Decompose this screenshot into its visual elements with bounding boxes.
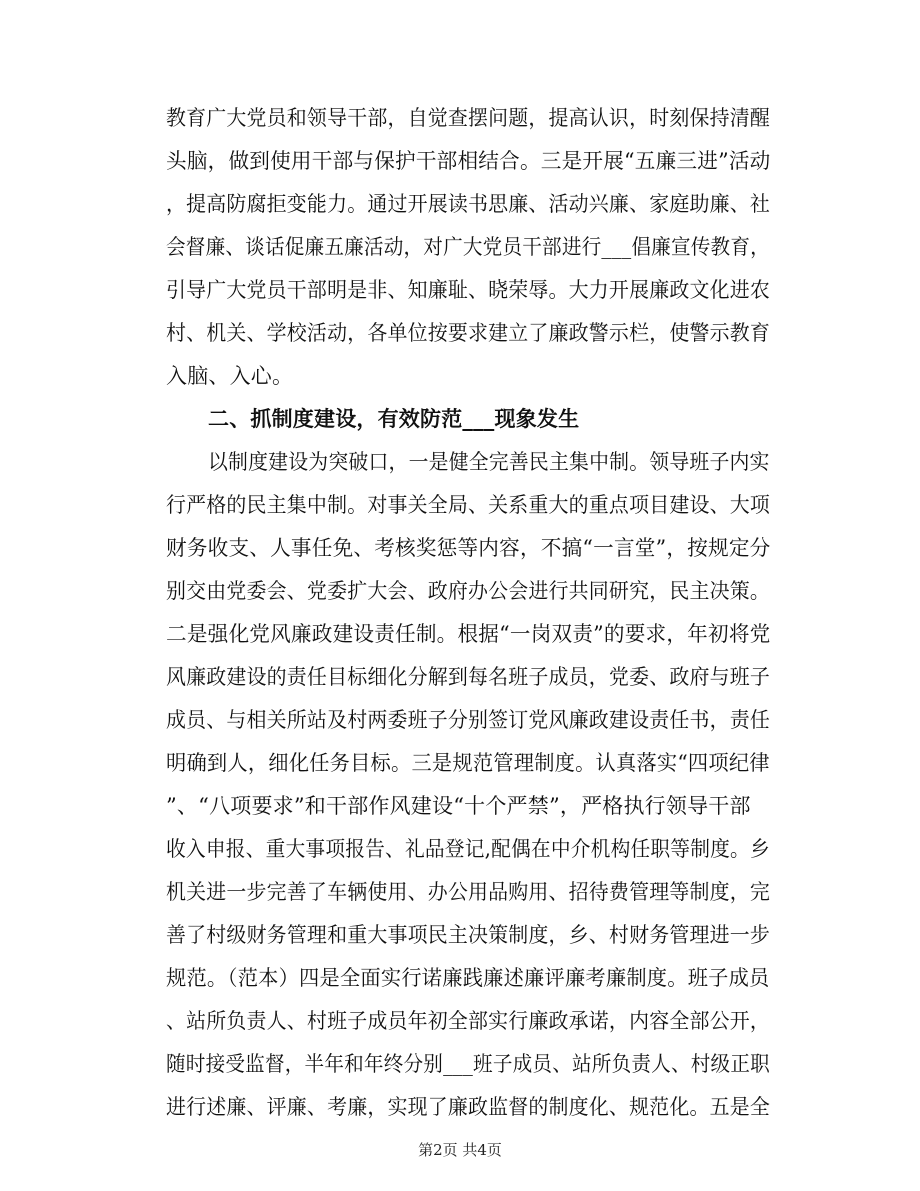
paragraph-1-line-2: 头脑，做到使用干部与保护干部相结合。三是开展“五廉三进”活动 bbox=[166, 149, 771, 173]
page-number-footer: 第2页 共4页 bbox=[418, 1141, 502, 1159]
paragraph-1-line-1: 教育广大党员和领导干部，自觉查摆问题，提高认识，时刻保持清醒 bbox=[166, 106, 770, 130]
paragraph-2-line-12: 善了村级财务管理和重大事项民主决策制度，乡、村财务管理进一步 bbox=[166, 923, 770, 947]
paragraph-1-line-5: 引导广大党员干部明是非、知廉耻、晓荣辱。大力开展廉政文化进农 bbox=[166, 278, 770, 302]
paragraph-2-line-9: ”、“八项要求”和干部作风建设“十个严禁”，严格执行领导干部 bbox=[166, 794, 751, 818]
paragraph-2-line-2: 行严格的民主集中制。对事关全局、关系重大的重点项目建设、大项 bbox=[166, 493, 770, 517]
paragraph-2-line-13: 规范。（范本）四是全面实行诺廉践廉述廉评廉考廉制度。班子成员 bbox=[166, 966, 770, 990]
paragraph-2-line-10: 收入申报、重大事项报告、礼品登记,配偶在中介机构任职等制度。乡 bbox=[166, 837, 770, 861]
paragraph-1-line-4: 会督廉、谈话促廉五廉活动，对广大党员干部进行___倡廉宣传教育， bbox=[166, 235, 770, 259]
section-heading: 二、抓制度建设，有效防范___现象发生 bbox=[208, 407, 580, 431]
paragraph-1-line-3: ，提高防腐拒变能力。通过开展读书思廉、活动兴廉、家庭助廉、社 bbox=[166, 192, 770, 216]
paragraph-2-line-16: 进行述廉、评廉、考廉，实现了廉政监督的制度化、规范化。五是全 bbox=[166, 1095, 770, 1119]
paragraph-2-line-6: 风廉政建设的责任目标细化分解到每名班子成员，党委、政府与班子 bbox=[166, 665, 770, 689]
paragraph-2-line-7: 成员、与相关所站及村两委班子分别签订党风廉政建设责任书，责任 bbox=[166, 708, 770, 732]
paragraph-2-line-11: 机关进一步完善了车辆使用、办公用品购用、招待费管理等制度，完 bbox=[166, 880, 770, 904]
paragraph-1-line-7: 入脑、入心。 bbox=[166, 364, 294, 388]
paragraph-2-line-8: 明确到人，细化任务目标。三是规范管理制度。认真落实“四项纪律 bbox=[166, 751, 770, 775]
paragraph-2-line-3: 财务收支、人事任免、考核奖惩等内容，不搞“一言堂”，按规定分 bbox=[166, 536, 771, 560]
paragraph-2-line-14: 、站所负责人、村班子成员年初全部实行廉政承诺，内容全部公开， bbox=[166, 1009, 770, 1033]
paragraph-2-line-4: 别交由党委会、党委扩大会、政府办公会进行共同研究，民主决策。 bbox=[166, 579, 770, 603]
paragraph-1-line-6: 村、机关、学校活动，各单位按要求建立了廉政警示栏，使警示教育 bbox=[166, 321, 770, 345]
paragraph-2-line-1: 以制度建设为突破口，一是健全完善民主集中制。领导班子内实 bbox=[208, 450, 770, 474]
paragraph-2-line-5: 二是强化党风廉政建设责任制。根据“一岗双责”的要求，年初将党 bbox=[166, 622, 771, 646]
paragraph-2-line-15: 随时接受监督，半年和年终分别___班子成员、站所负责人、村级正职 bbox=[166, 1052, 770, 1076]
